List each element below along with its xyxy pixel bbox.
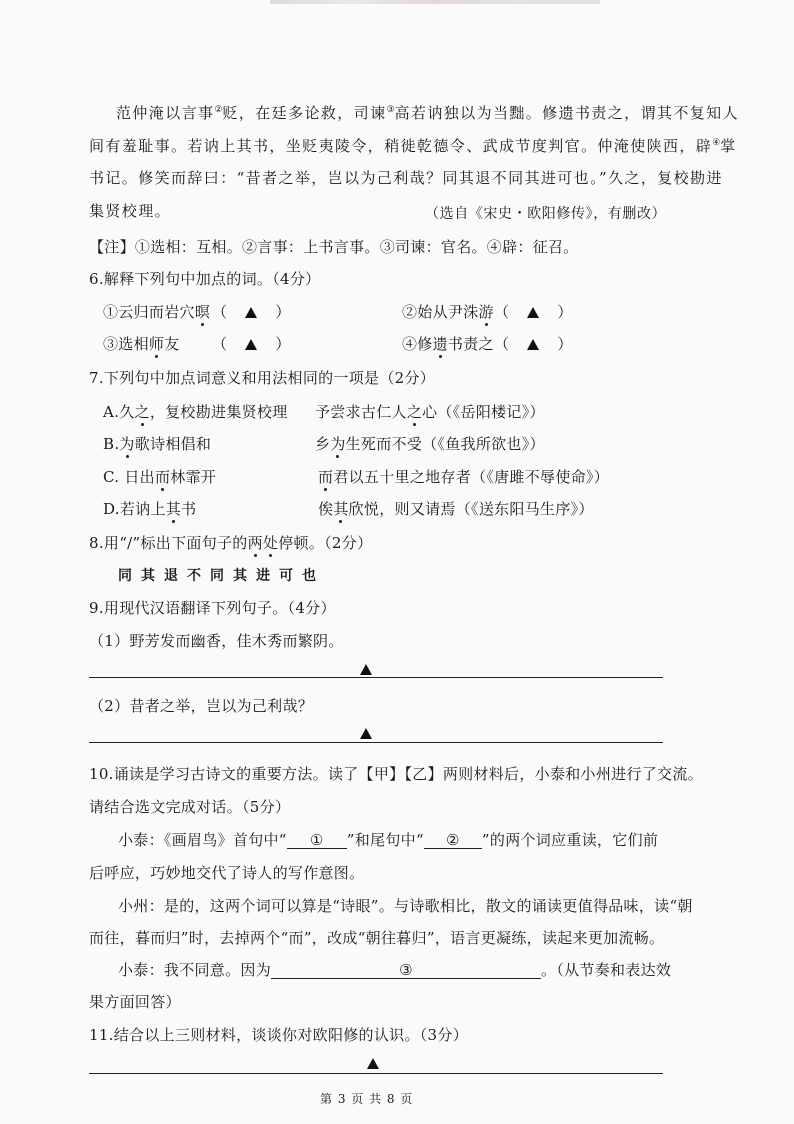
note-marker-4: ④	[712, 138, 721, 148]
dotted-word: 为	[119, 435, 135, 453]
q7-option-d-left: D.若讷上其书	[103, 500, 197, 518]
question-9-stem: 9.用现代汉语翻译下列句子。（4分）	[89, 599, 336, 617]
dotted-word: 处	[262, 534, 279, 552]
q6-answer-slot-3[interactable]: （ ）	[212, 335, 291, 353]
question-7-stem: 7.下列句中加点词意义和用法相同的一项是（2分）	[89, 369, 436, 387]
blank-2[interactable]: ②	[424, 832, 482, 849]
question-10-stem-2: 请结合选文完成对话。（5分）	[89, 798, 291, 816]
q7-option-c-right: 而君以五十里之地存者（《唐雎不辱使命》）	[318, 468, 610, 486]
q7-option-a-left: A.久之，复校勘进集贤校理	[103, 403, 288, 421]
q6-answer-slot-1[interactable]: （ ）	[212, 303, 291, 321]
q10-dialogue-1-cont: 后呼应，巧妙地交代了诗人的写作意图。	[89, 864, 365, 882]
question-6-stem: 6.解释下列句中加点的词。（4分）	[89, 270, 321, 288]
q10-dialogue-3: 小泰：我不同意。因为 ③ 。（从节奏和表达效	[118, 961, 672, 979]
question-10-stem: 10.诵读是学习古诗文的重要方法。读了【甲】【乙】两则材料后，小泰和小州进行了交流。	[89, 765, 703, 783]
passage-source: （选自《宋史・欧阳修传》，有删改）	[425, 206, 667, 222]
question-11-stem: 11.结合以上三则材料，谈谈你对欧阳修的认识。（3分）	[89, 1026, 469, 1044]
answer-triangle-icon	[245, 307, 257, 318]
q6-item-4: ④修遗书责之	[402, 335, 494, 353]
answer-triangle-icon	[360, 728, 372, 739]
q10-dialogue-3-cont: 果方面回答）	[89, 993, 181, 1011]
dotted-word: 之	[406, 403, 423, 421]
question-8-stem: 8.用“/”标出下面句子的两处停顿。（2分）	[89, 534, 373, 552]
passage-line-1: 范仲淹以言事②贬，在廷多论救，司谏③高若讷独以为当黜。修遗书责之，谓其不复知人	[116, 104, 739, 122]
q6-answer-slot-2[interactable]: （ ）	[494, 303, 573, 321]
q6-item-3: ③选相师友	[103, 335, 180, 353]
q10-dialogue-1: 小泰：《画眉鸟》首句中“ ① ”和尾句中“ ② ”的两个词应重读，它们前	[118, 831, 659, 849]
q9-answer-line-2[interactable]	[89, 742, 663, 743]
answer-triangle-icon	[360, 664, 372, 675]
q10-dialogue-2-cont: 而往，暮而归”时，去掉两个“而”，改成“朝往暮归”，语言更凝练，读起来更加流畅。	[89, 929, 665, 947]
dotted-word: 其	[333, 500, 349, 518]
dotted-word: 两	[247, 534, 263, 552]
q6-item-2: ②始从尹洙游	[402, 303, 494, 321]
annotation-notes: 【注】①选相：互相。②言事：上书言事。③司谏：官名。④辟：征召。	[89, 238, 579, 256]
dotted-word: 为	[330, 435, 346, 453]
dotted-word: 而	[318, 468, 334, 486]
dotted-word: 暝	[194, 303, 211, 321]
answer-triangle-icon	[527, 307, 539, 318]
q8-sentence[interactable]: 同其退不同其进可也	[118, 568, 325, 584]
answer-triangle-icon	[527, 339, 539, 350]
dotted-word: 师	[148, 335, 165, 353]
q9-sentence-2: （2）昔者之举，岂以为己利哉？	[89, 697, 314, 715]
dotted-word: 之	[134, 403, 150, 421]
answer-triangle-icon	[367, 1058, 379, 1069]
q7-option-d-right: 俟其欣悦，则又请焉（《送东阳马生序》）	[318, 500, 594, 518]
note-marker-2: ②	[214, 105, 223, 115]
passage-line-2: 间有羞耻事。若讷上其书，坐贬夷陵令，稍徙乾德令、武成节度判官。仲淹使陕西，辟④掌	[89, 137, 737, 155]
q7-option-b-right: 乡为生死而不受（《鱼我所欲也》）	[315, 435, 545, 453]
q9-answer-line-1[interactable]	[89, 677, 663, 678]
scan-edge	[270, 0, 600, 4]
answer-triangle-icon	[245, 339, 257, 350]
dotted-word: 而	[154, 468, 171, 486]
blank-1[interactable]: ①	[287, 832, 347, 849]
passage-line-4: 集贤校理。	[89, 202, 172, 220]
q6-answer-slot-4[interactable]: （ ）	[494, 335, 573, 353]
dotted-word: 遗	[432, 335, 448, 353]
q7-option-b-left: B.为歌诗相倡和	[103, 435, 212, 453]
dotted-word: 其	[165, 500, 182, 518]
q7-option-a-right: 予尝求古仁人之心（《岳阳楼记》）	[315, 403, 545, 421]
q7-option-c-left: C. 日出而林霏开	[103, 468, 217, 486]
q10-dialogue-2: 小州：是的，这两个词可以算是“诗眼”。与诗歌相比，散文的诵读更值得品味，读“朝	[118, 897, 693, 915]
page-number: 第 3 页 共 8 页	[320, 1092, 414, 1106]
passage-line-3: 书记。修笑而辞曰：“昔者之举，岂以为己利哉？同其退不同其进可也。”久之，复校勘进	[89, 169, 723, 187]
q11-answer-line[interactable]	[89, 1073, 663, 1074]
q6-item-1: ①云归而岩穴暝	[103, 303, 211, 321]
blank-3[interactable]: ③	[271, 962, 541, 979]
note-marker-3: ③	[386, 105, 395, 115]
dotted-word: 游	[478, 303, 494, 321]
q9-sentence-1: （1）野芳发而幽香，佳木秀而繁阴。	[89, 632, 344, 650]
